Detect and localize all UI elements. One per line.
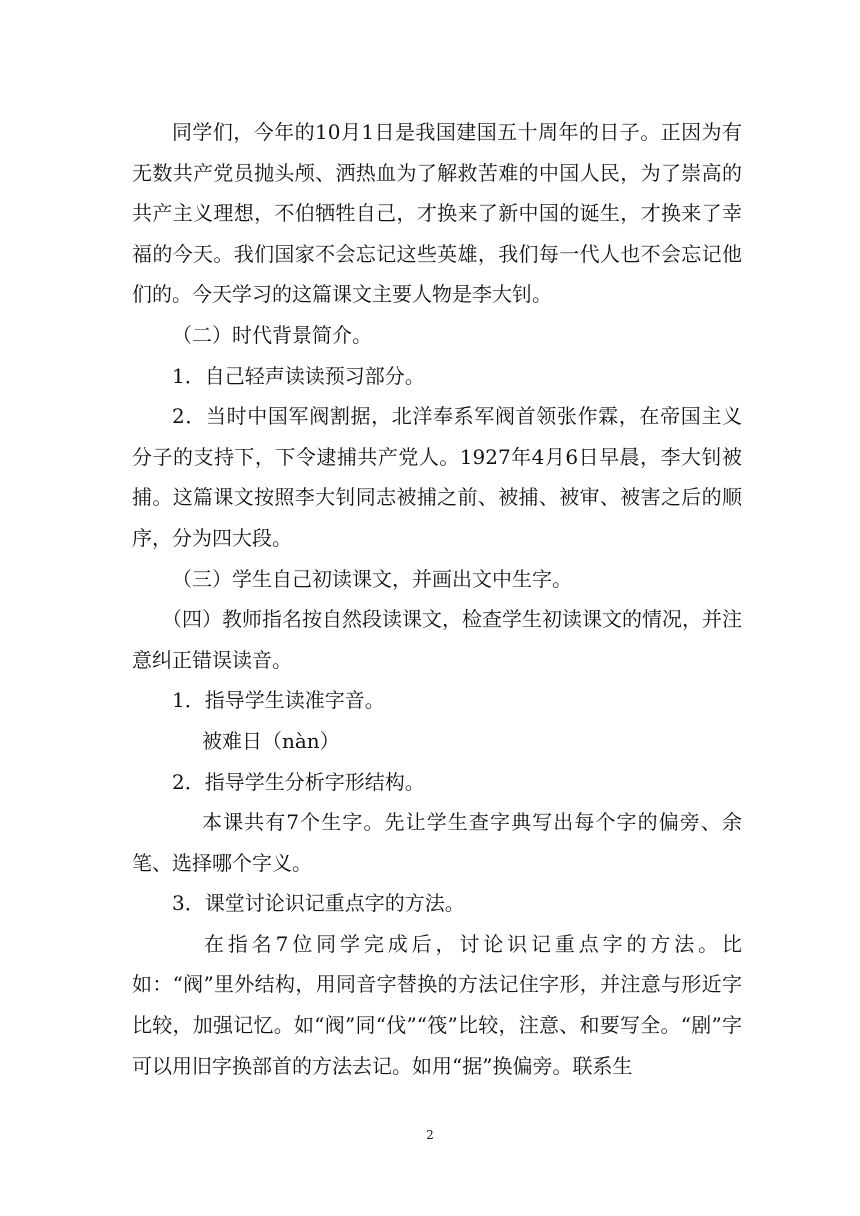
paragraph-memory-methods: 在指名7位同学完成后，讨论识记重点字的方法。比如：“阀”里外结构，用同音字替换的方法记住字形，并注意与形近字比较，加强记忆。如“阀”同“伐”“筏”比较，注意、和要写全。“剧”字可以用旧字换部首的方法去记。如用“据”换偏旁。联系生	[132, 931, 742, 1078]
list-item-preview: 1．自己轻声读读预习部分。	[172, 363, 425, 388]
heading-teacher-reading: （四）教师指名按自然段读课文，检查学生初读课文的情况，并注意纠正错误读音。	[132, 607, 742, 672]
list-item-pronunciation: 1．指导学生读准字音。	[172, 688, 385, 713]
list-item-history: 2．当时中国军阀割据，北洋奉系军阀首领张作霖，在帝国主义分子的支持下，下令逮捕共产党人。1927年4月6日早晨，李大钊被捕。这篇课文按照李大钊同志被捕之前、被捕、被审、被害之后的顺序，分为四大段。	[132, 404, 742, 550]
pronunciation-example: 被难日（nàn）	[202, 728, 340, 753]
document-body	[132, 112, 742, 1086]
page-number: 2	[426, 1128, 434, 1142]
list-item-structure: 2．指导学生分析字形结构。	[172, 769, 425, 794]
heading-background: （二）时代背景简介。	[172, 322, 372, 347]
heading-first-reading: （三）学生自己初读课文，并画出文中生字。	[172, 566, 572, 591]
paragraph-intro: 同学们，今年的10月1日是我国建国五十周年的日子。正因为有无数共产党员抛头颅、洒热血为了解救苦难的中国人民，为了崇高的共产主义理想，不伯牺牲自己，才换来了新中国的诞生，才换来了幸福的今天。我们国家不会忘记这些英雄，我们每一代人也不会忘记他们的。今天学习的这篇课文主要人物是李大钊。	[132, 120, 742, 307]
paragraph-new-characters: 本课共有7个生字。先让学生查字典写出每个字的偏旁、余笔、选择哪个字义。	[132, 810, 742, 875]
list-item-discussion: 3．课堂讨论识记重点字的方法。	[172, 891, 465, 916]
